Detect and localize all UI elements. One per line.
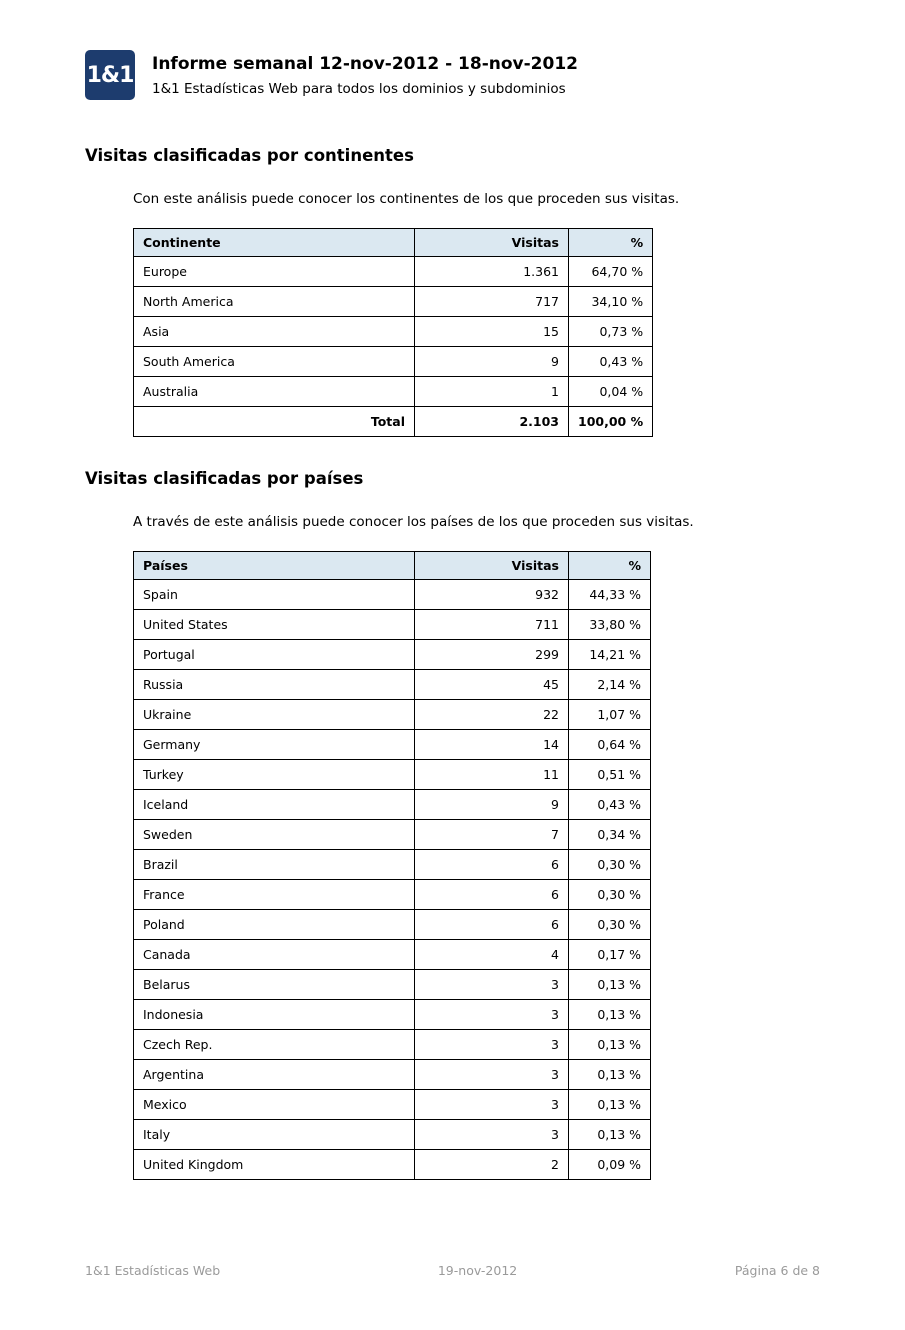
report-subtitle: 1&1 Estadísticas Web para todos los dominios y subdominios xyxy=(152,80,566,97)
percent-cell: 0,43 % xyxy=(569,347,653,377)
continents-table-body xyxy=(134,257,653,407)
footer-date: 19-nov-2012 xyxy=(437,1263,518,1278)
percent-cell: 0,73 % xyxy=(569,317,653,347)
countries-table-body xyxy=(134,580,651,1180)
visits-cell: 717 xyxy=(415,287,569,317)
country-cell: Russia xyxy=(134,670,415,700)
visits-cell: 3 xyxy=(415,1120,569,1150)
continent-cell: Asia xyxy=(134,317,415,347)
percent-cell: 2,14 % xyxy=(569,670,651,700)
percent-cell: 33,80 % xyxy=(569,610,651,640)
total-visits-cell: 2.103 xyxy=(415,407,569,437)
percent-cell: 0,13 % xyxy=(569,1000,651,1030)
visits-cell: 6 xyxy=(415,910,569,940)
table-row xyxy=(134,347,653,377)
country-cell: Belarus xyxy=(134,970,415,1000)
table-row xyxy=(134,257,653,287)
total-percent-cell: 100,00 % xyxy=(569,407,653,437)
country-cell: United Kingdom xyxy=(134,1150,415,1180)
percent-cell: 0,30 % xyxy=(569,850,651,880)
visits-cell: 3 xyxy=(415,1030,569,1060)
visits-cell: 4 xyxy=(415,940,569,970)
percent-cell: 34,10 % xyxy=(569,287,653,317)
country-cell: Germany xyxy=(134,730,415,760)
visits-cell: 15 xyxy=(415,317,569,347)
country-cell: Italy xyxy=(134,1120,415,1150)
visits-cell: 3 xyxy=(415,970,569,1000)
country-cell: Spain xyxy=(134,580,415,610)
countries-table-header xyxy=(134,552,651,580)
country-cell: Czech Rep. xyxy=(134,1030,415,1060)
table-row xyxy=(134,700,651,730)
continent-cell: South America xyxy=(134,347,415,377)
continent-cell: Australia xyxy=(134,377,415,407)
percent-cell: 0,34 % xyxy=(569,820,651,850)
percent-cell: 44,33 % xyxy=(569,580,651,610)
visits-cell: 6 xyxy=(415,850,569,880)
visits-cell: 3 xyxy=(415,1090,569,1120)
visits-cell: 1 xyxy=(415,377,569,407)
country-cell: Portugal xyxy=(134,640,415,670)
page-footer xyxy=(85,1263,820,1278)
country-cell: Iceland xyxy=(134,790,415,820)
country-cell: Poland xyxy=(134,910,415,940)
country-cell: Canada xyxy=(134,940,415,970)
section-description-countries: A través de este análisis puede conocer los países de los que proceden sus visitas. xyxy=(133,514,694,530)
percent-cell: 0,43 % xyxy=(569,790,651,820)
percent-cell: 64,70 % xyxy=(569,257,653,287)
table-row xyxy=(134,610,651,640)
table-row xyxy=(134,317,653,347)
footer-app-name: 1&1 Estadísticas Web xyxy=(85,1263,221,1278)
table-row xyxy=(134,730,651,760)
country-cell: Ukraine xyxy=(134,700,415,730)
visits-cell: 299 xyxy=(415,640,569,670)
country-cell: Indonesia xyxy=(134,1000,415,1030)
column-header-visitas: Visitas xyxy=(415,552,569,580)
visits-cell: 9 xyxy=(415,790,569,820)
percent-cell: 0,09 % xyxy=(569,1150,651,1180)
country-cell: United States xyxy=(134,610,415,640)
table-row xyxy=(134,1060,651,1090)
percent-cell: 0,04 % xyxy=(569,377,653,407)
visits-cell: 1.361 xyxy=(415,257,569,287)
country-cell: Sweden xyxy=(134,820,415,850)
table-row xyxy=(134,1120,651,1150)
table-row xyxy=(134,850,651,880)
section-heading-continents: Visitas clasificadas por continentes xyxy=(85,146,414,165)
percent-cell: 0,13 % xyxy=(569,1120,651,1150)
country-cell: Mexico xyxy=(134,1090,415,1120)
table-row xyxy=(134,287,653,317)
continent-cell: North America xyxy=(134,287,415,317)
table-row xyxy=(134,1150,651,1180)
percent-cell: 0,13 % xyxy=(569,970,651,1000)
visits-cell: 3 xyxy=(415,1060,569,1090)
section-description-continents: Con este análisis puede conocer los continentes de los que proceden sus visitas. xyxy=(133,191,680,207)
total-row xyxy=(134,407,653,437)
percent-cell: 1,07 % xyxy=(569,700,651,730)
percent-cell: 14,21 % xyxy=(569,640,651,670)
country-cell: Brazil xyxy=(134,850,415,880)
visits-cell: 3 xyxy=(415,1000,569,1030)
table-header-row xyxy=(134,552,651,580)
continents-table-header xyxy=(134,229,653,257)
table-row xyxy=(134,820,651,850)
table-row xyxy=(134,580,651,610)
table-row xyxy=(134,910,651,940)
percent-cell: 0,17 % xyxy=(569,940,651,970)
percent-cell: 0,13 % xyxy=(569,1090,651,1120)
visits-cell: 14 xyxy=(415,730,569,760)
visits-cell: 45 xyxy=(415,670,569,700)
visits-cell: 711 xyxy=(415,610,569,640)
visits-cell: 9 xyxy=(415,347,569,377)
total-label-cell: Total xyxy=(134,407,415,437)
country-cell: Argentina xyxy=(134,1060,415,1090)
table-row xyxy=(134,640,651,670)
table-row xyxy=(134,1030,651,1060)
continent-cell: Europe xyxy=(134,257,415,287)
table-row xyxy=(134,940,651,970)
column-header-percent: % xyxy=(569,552,651,580)
table-header-row xyxy=(134,229,653,257)
visits-cell: 6 xyxy=(415,880,569,910)
table-row xyxy=(134,1090,651,1120)
country-cell: Turkey xyxy=(134,760,415,790)
countries-table xyxy=(133,551,651,1180)
visits-cell: 932 xyxy=(415,580,569,610)
visits-cell: 7 xyxy=(415,820,569,850)
continents-table-footer xyxy=(134,407,653,437)
country-cell: France xyxy=(134,880,415,910)
percent-cell: 0,30 % xyxy=(569,910,651,940)
report-title: Informe semanal 12-nov-2012 - 18-nov-2012 xyxy=(152,53,578,74)
one-and-one-logo: 1&1 xyxy=(85,50,135,100)
column-header-continente: Continente xyxy=(134,229,415,257)
continents-table xyxy=(133,228,653,437)
visits-cell: 11 xyxy=(415,760,569,790)
table-row xyxy=(134,377,653,407)
percent-cell: 0,51 % xyxy=(569,760,651,790)
table-row xyxy=(134,790,651,820)
table-row xyxy=(134,760,651,790)
percent-cell: 0,64 % xyxy=(569,730,651,760)
column-header-paises: Países xyxy=(134,552,415,580)
column-header-visitas: Visitas xyxy=(415,229,569,257)
report-header xyxy=(85,50,905,100)
table-row xyxy=(134,970,651,1000)
table-row xyxy=(134,880,651,910)
report-header-text xyxy=(152,54,578,97)
table-row xyxy=(134,1000,651,1030)
footer-page-number: Página 6 de 8 xyxy=(734,1263,820,1278)
percent-cell: 0,13 % xyxy=(569,1030,651,1060)
column-header-percent: % xyxy=(569,229,653,257)
percent-cell: 0,30 % xyxy=(569,880,651,910)
section-heading-countries: Visitas clasificadas por países xyxy=(85,469,364,488)
visits-cell: 2 xyxy=(415,1150,569,1180)
visits-cell: 22 xyxy=(415,700,569,730)
percent-cell: 0,13 % xyxy=(569,1060,651,1090)
table-row xyxy=(134,670,651,700)
